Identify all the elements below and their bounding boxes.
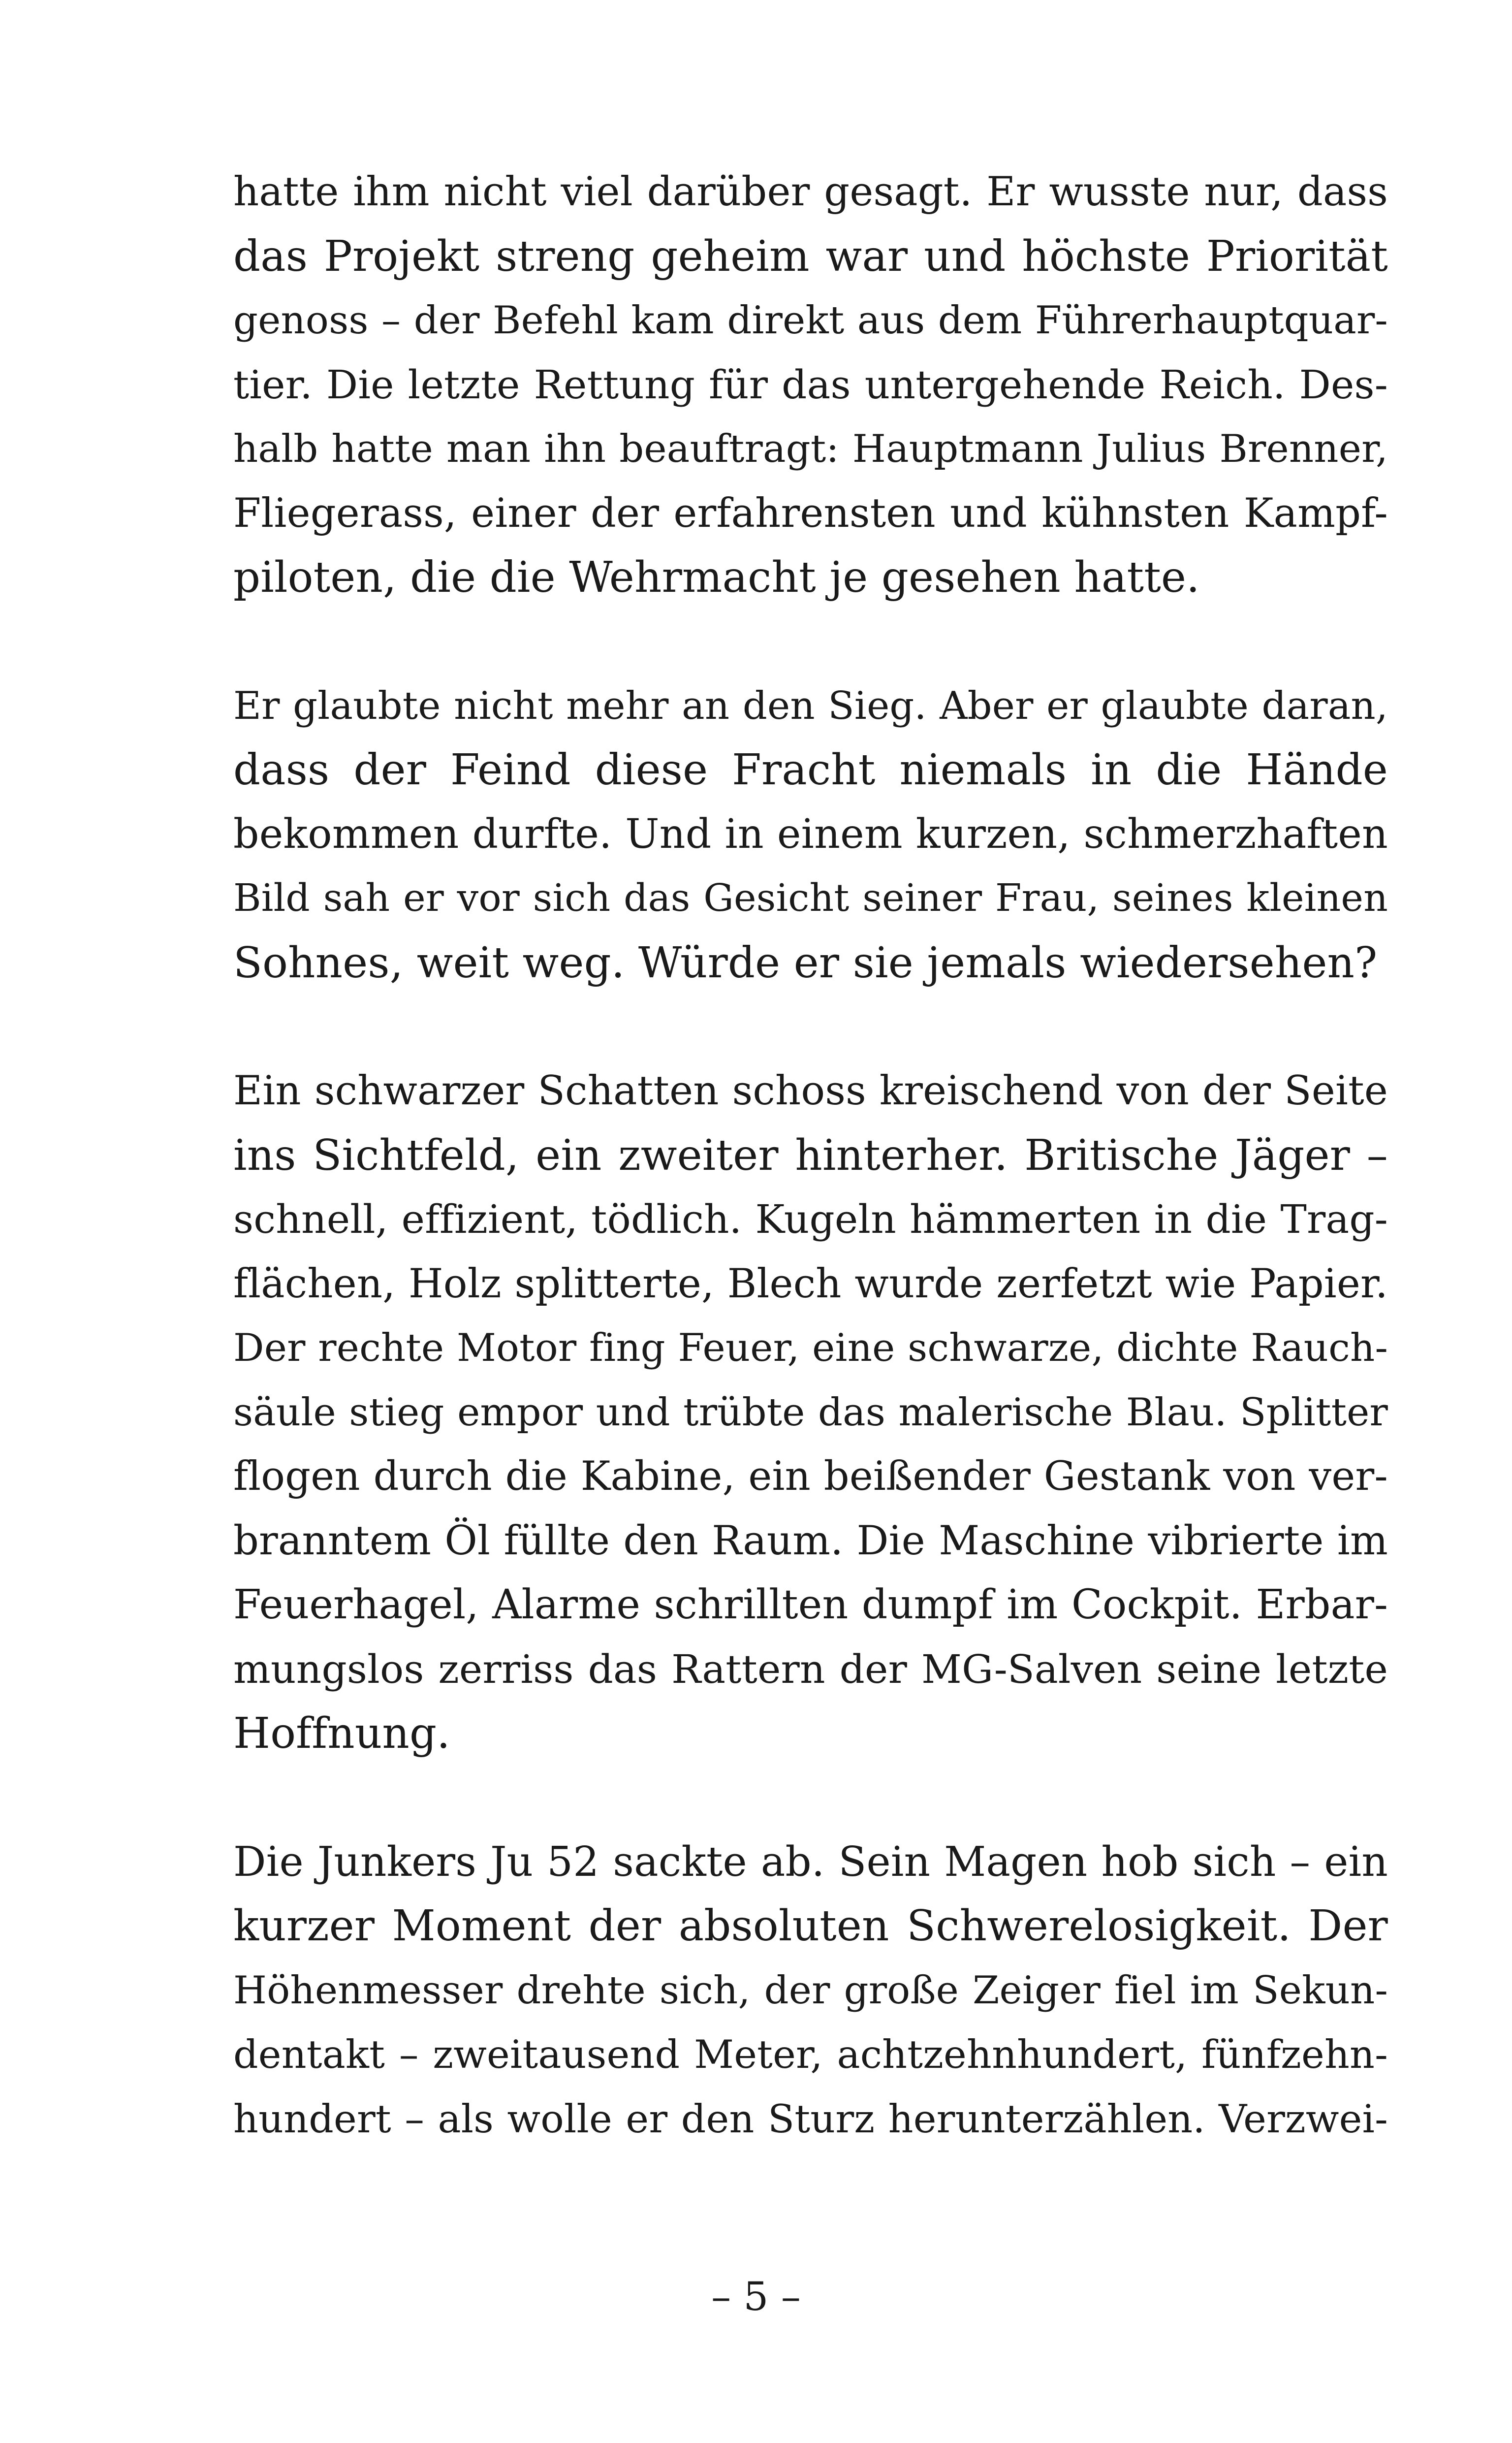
text-line: Feuerhagel, Alarme schrillten dumpf im Cockpit. Erbar- (233, 1581, 1388, 1628)
paragraph-1 (233, 160, 1388, 610)
text-line: säule stieg empor und trübte das malerische Blau. Splitter (233, 1390, 1388, 1435)
text-line: Hoffnung. (233, 1709, 450, 1758)
text-line: flächen, Holz splitterte, Blech wurde zerfetzt wie Papier. (233, 1260, 1388, 1307)
text-line: kurzer Moment der absoluten Schwerelosigkeit. Der (233, 1901, 1388, 1951)
body-text (233, 160, 1388, 2215)
paragraph-4 (233, 1830, 1388, 2152)
text-line: dass der Feind diese Fracht niemals in die Hände (233, 745, 1388, 795)
text-line: Ein schwarzer Schatten schoss kreischend von der Seite (233, 1068, 1388, 1114)
text-line: Sohnes, weit weg. Würde er sie jemals wiedersehen? (233, 938, 1378, 988)
text-line: Höhenmesser drehte sich, der große Zeiger fiel im Sekun- (233, 1968, 1388, 2013)
text-line: mungslos zerriss das Rattern der MG-Salven seine letzte (233, 1646, 1388, 1692)
text-line: hatte ihm nicht viel darüber gesagt. Er wusste nur, dass (233, 169, 1388, 215)
text-line: piloten, die die Wehrmacht je gesehen hatte. (233, 553, 1200, 602)
text-line: hundert – als wolle er den Sturz herunterzählen. Verzwei- (233, 2096, 1388, 2142)
text-line: Die Junkers Ju 52 sackte ab. Sein Magen hob sich – ein (233, 1837, 1388, 1886)
text-line: Der rechte Motor fing Feuer, eine schwarze, dichte Rauch- (233, 1326, 1388, 1370)
text-line: Er glaubte nicht mehr an den Sieg. Aber er glaubte daran, (233, 683, 1388, 728)
text-line: bekommen durfte. Und in einem kurzen, schmerzhaften (233, 810, 1388, 858)
text-line: Fliegerass, einer der erfahrensten und kühnsten Kampf- (233, 490, 1388, 537)
text-line: dentakt – zweitausend Meter, achtzehnhundert, fünfzehn- (233, 2032, 1388, 2077)
text-line: ins Sichtfeld, ein zweiter hinterher. Britische Jäger – (233, 1130, 1388, 1180)
text-line: branntem Öl füllte den Raum. Die Maschine vibrierte im (233, 1517, 1388, 1564)
text-line: schnell, effizient, tödlich. Kugeln hämmerten in die Trag- (233, 1196, 1388, 1242)
text-line: das Projekt streng geheim war und höchste Priorität (233, 231, 1388, 281)
text-line: genoss – der Befehl kam direkt aus dem Führerhauptquar- (233, 298, 1388, 343)
text-line: halb hatte man ihn beauftragt: Hauptmann Julius Brenner, (233, 427, 1388, 471)
text-line: flogen durch die Kabine, ein beißender Gestank von ver- (233, 1453, 1388, 1500)
paragraph-2 (233, 674, 1388, 996)
paragraph-3 (233, 1059, 1388, 1766)
text-line: Bild sah er vor sich das Gesicht seiner Frau, seines kleinen (233, 876, 1388, 920)
text-line: tier. Die letzte Rettung für das untergehende Reich. Des- (233, 361, 1388, 408)
page-number: – 5 – (711, 2274, 801, 2319)
